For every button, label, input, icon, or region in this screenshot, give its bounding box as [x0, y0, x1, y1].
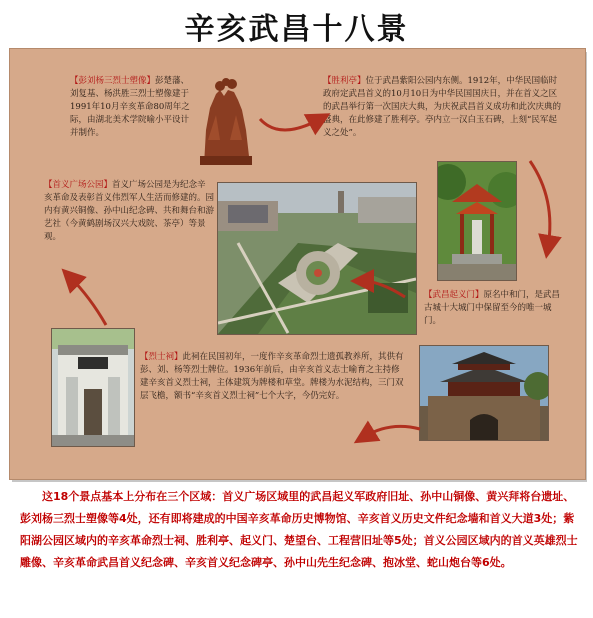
tour-route-arrows [10, 49, 585, 479]
statue-heading: 【彭刘杨三烈士塑像】 [70, 76, 156, 86]
shenglihting-heading: 【胜利亭】 [323, 76, 366, 86]
shenglihting-body: 位于武昌紫阳公园内东侧。1912年，中华民国临时政府定武昌首义的10月10日为中华民国国庆日，并在首义之区的武昌举行第一次国庆大典，为庆祝武昌首义成功和此次庆典的盛典，在此修建了胜利亭。亭内立一汉白玉石碑，上刻“民军起义之处”。 [323, 76, 562, 138]
statue-body: 彭楚藩、刘复基、杨洪胜三烈士塑像建于1991年10月辛亥革命80周年之际，由湖北美术学院喻小平设计并制作。 [70, 76, 190, 138]
lieshici-body: 此祠在民国初年，一度作辛亥革命烈士遗孤教养所，其供有彭、刘、杨等烈士牌位。1936年前后，由辛亥首义志士喻育之主持修建辛亥首义烈士祠，主体建筑为牌楼和草堂。牌楼为水泥结构，三门双层飞檐，额书“辛亥首义烈士祠”七个大字，今仍完好。 [140, 352, 404, 401]
qiyimen-body: 原名中和门，是武昌古城十大城门中保留至今的唯一城门。 [424, 290, 561, 326]
poster-board [9, 48, 586, 480]
lieshici-heading: 【烈士祠】 [140, 352, 183, 362]
square-heading: 【首义广场公园】 [44, 180, 113, 190]
summary-paragraph: 这18个景点基本上分布在三个区域：首义广场区域里的武昌起义军政府旧址、孙中山铜像、黄兴拜将台遗址、彭刘杨三烈士塑像等4处，还有即将建成的中国辛亥革命历史博物馆、辛亥首义历史文件纪念墙和首义大道3处；紫阳湖公园区域内的辛亥革命烈士祠、胜利亭、起义门、楚望台、工程营旧址等5处；首义公园区域内的首义英雄烈士雕像、辛亥革命武昌首义纪念碑、辛亥首义纪念碑亭、孙中山先生纪念碑、抱冰堂、蛇山炮台等6处。 [20, 490, 578, 569]
qiyimen-heading: 【武昌起义门】 [424, 290, 484, 300]
square-body: 首义广场公园是为纪念辛亥革命及表彰首义伟烈军人生活而修建的。园内有黄兴铜像、孙中山纪念碑、共和舞台和游艺社（今黄鹤剧场汉兴大戏院、茶亭）等景观。 [44, 180, 215, 242]
page-title: 辛亥武昌十八景 [184, 12, 409, 47]
